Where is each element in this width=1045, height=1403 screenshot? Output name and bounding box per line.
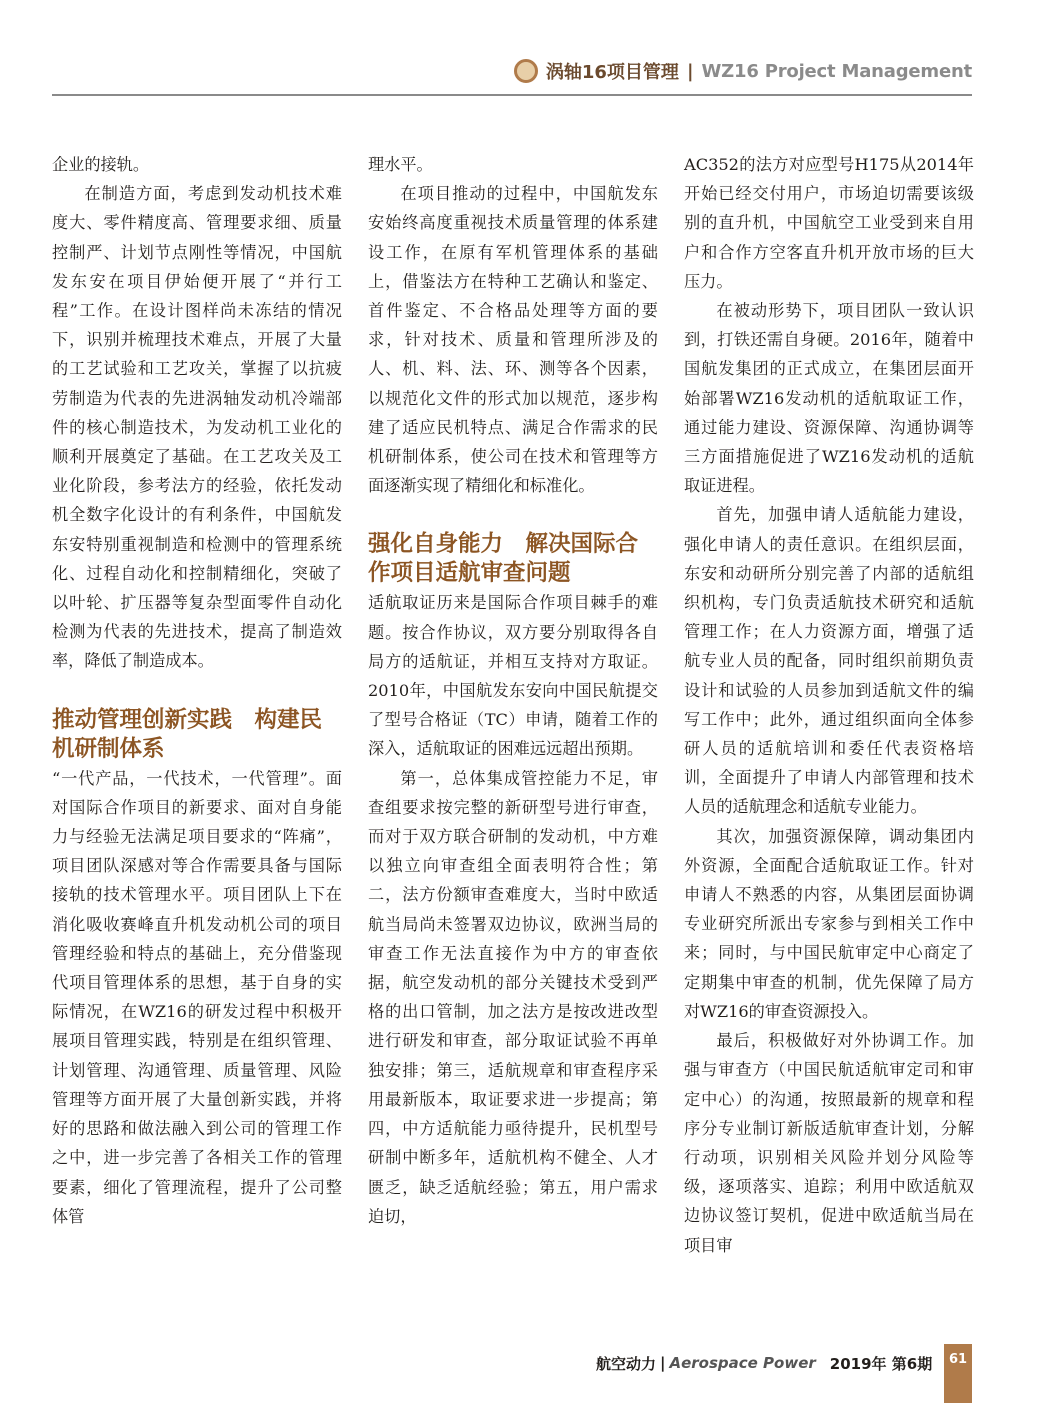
paragraph: 首先，加强申请人适航能力建设，强化申请人的责任意识。在组织层面，东安和动研所分别完善了内部的适航组织机构，专门负责适航技术研究和适航管理工作；在人力资源方面，增强了适航专业人员的配备，同时组织前期负责设计和试验的人员参加到适航文件的编写工作中；此外，通过组织面向全体参研人员的适航培训和委任代表资格培训，全面提升了申请人内部管理和技术人员的适航理念和适航专业能力。 xyxy=(684,505,974,817)
running-footer xyxy=(596,1348,932,1378)
paragraph: 理水平。 xyxy=(368,155,433,174)
header-divider xyxy=(52,94,972,96)
paragraph: 在项目推动的过程中，中国航发东安始终高度重视技术质量管理的体系建设工作，在原有军机管理体系的基础上，借鉴法方在特种工艺确认和鉴定、首件鉴定、不合格品处理等方面的要求，针对技术、质量和管理所涉及的人、机、料、法、环、测等各个因素，以规范化文件的形式加以规范，逐步构建了适应民机特点、满足合作需求的民机研制体系，使公司在技术和管理等方面逐渐实现了精细化和标准化。 xyxy=(368,184,658,496)
paragraph: 企业的接轨。 xyxy=(52,155,150,174)
paragraph: “一代产品，一代技术，一代管理”。面对国际合作项目的新要求、面对自身能力与经验无法满足项目要求的“阵痛”，项目团队深感对等合作需要具备与国际接轨的技术管理水平。项目团队上下在消化吸收赛峰直升机发动机公司的项目管理经验和特点的基础上，充分借鉴现代项目管理体系的思想，基于自身的实际情况，在WZ16的研发过程中积极开展项目管理实践，特别是在组织管理、计划管理、沟通管理、质量管理、风险管理等方面开展了大量创新实践，并将好的思路和做法融入到公司的管理工作之中，进一步完善了各相关工作的管理要素，细化了管理流程，提升了公司整体管 xyxy=(52,768,342,1226)
text-column-3 xyxy=(684,150,974,1260)
footer-issue: 2019年 第6期 xyxy=(829,1354,933,1373)
paragraph: AC352的法方对应型号H175从2014年开始已经交付用户，市场迫切需要该级别的直升机，中国航空工业受到来自用户和合作方空客直升机开放市场的巨大压力。 xyxy=(684,155,974,291)
section-heading: 推动管理创新实践 构建民机研制体系 xyxy=(52,706,323,762)
section-gap xyxy=(368,500,658,520)
header-title-en: WZ16 Project Management xyxy=(701,60,972,82)
running-header xyxy=(52,54,972,94)
header-title-cn: 涡轴16项目管理 xyxy=(545,62,679,83)
paragraph: 其次，加强资源保障，调动集团内外资源，全面配合适航取证工作。针对申请人不熟悉的内容，从集团层面协调专业研究所派出专家参与到相关工作中来；同时，与中国民航审定中心商定了定期集中审查的机制，优先保障了局方对WZ16的审查资源投入。 xyxy=(684,826,974,1021)
text-column-2 xyxy=(368,150,658,1231)
journal-logo-icon xyxy=(514,59,538,83)
paragraph: 适航取证历来是国际合作项目棘手的难题。按合作协议，双方要分别取得各自局方的适航证，并相互支持对方取证。2010年，中国航发东安向中国民航提交了型号合格证（TC）申请，随着工作的深入，适航取证的困难远远超出预期。 xyxy=(368,593,658,759)
text-column-1 xyxy=(52,150,342,1231)
header-title xyxy=(514,58,972,84)
page-number: 61 xyxy=(944,1344,972,1403)
paragraph: 在制造方面，考虑到发动机技术难度大、零件精度高、管理要求细、质量控制严、计划节点刚性等情况，中国航发东安在项目伊始便开展了“并行工程”工作。在设计图样尚未冻结的情况下，识别并梳理技术难点，开展了大量的工艺试验和工艺攻关，掌握了以抗疲劳制造为代表的先进涡轴发动机冷端部件的核心制造技术，为发动机工业化的顺利开展奠定了基础。在工艺攻关及工业化阶段，参考法方的经验，依托发动机全数字化设计的有利条件，中国航发东安特别重视制造和检测中的管理系统化、过程自动化和控制精细化，突破了以叶轮、扩压器等复杂型面零件自动化检测为代表的先进技术，提高了制造效率，降低了制造成本。 xyxy=(52,184,342,671)
paragraph: 在被动形势下，项目团队一致认识到，打铁还需自身硬。2016年，随着中国航发集团的正式成立，在集团层面开始部署WZ16发动机的适航取证工作，通过能力建设、资源保障、沟通协调等三方面措施促进了WZ16发动机的适航取证进程。 xyxy=(684,301,974,496)
footer-separator: | xyxy=(660,1354,666,1372)
footer-journal-en: Aerospace Power xyxy=(669,1354,816,1372)
paragraph: 第一，总体集成管控能力不足，审查组要求按完整的新研型号进行审查，而对于双方联合研制的发动机，中方难以独立向审查组全面表明符合性；第二，法方份额审查难度大，当时中欧适航当局尚未签署双边协议，欧洲当局的审查工作无法直接作为中方的审查依据，航空发动机的部分关键技术受到严格的出口管制，加之法方是按改进改型进行研发和审查，部分取证试验不再单独安排；第三，适航规章和审查程序采用最新版本，取证要求进一步提高；第四，中方适航能力亟待提升，民机型号研制中断多年，适航机构不健全、人才匮乏，缺乏适航经验；第五，用户需求迫切， xyxy=(368,768,658,1226)
paragraph: 最后，积极做好对外协调工作。加强与审查方（中国民航适航审定司和审定中心）的沟通，按照最新的规章和程序分专业制订新版适航审查计划，分解行动项，识别相关风险并划分风险等级，逐项落实、追踪；利用中欧适航双边协议签订契机，促进中欧适航当局在项目审 xyxy=(684,1031,974,1255)
footer-journal-cn: 航空动力 xyxy=(596,1354,657,1373)
section-heading: 强化自身能力 解决国际合作项目适航审查问题 xyxy=(368,531,639,587)
header-separator: | xyxy=(686,60,694,82)
section-gap xyxy=(52,676,342,696)
